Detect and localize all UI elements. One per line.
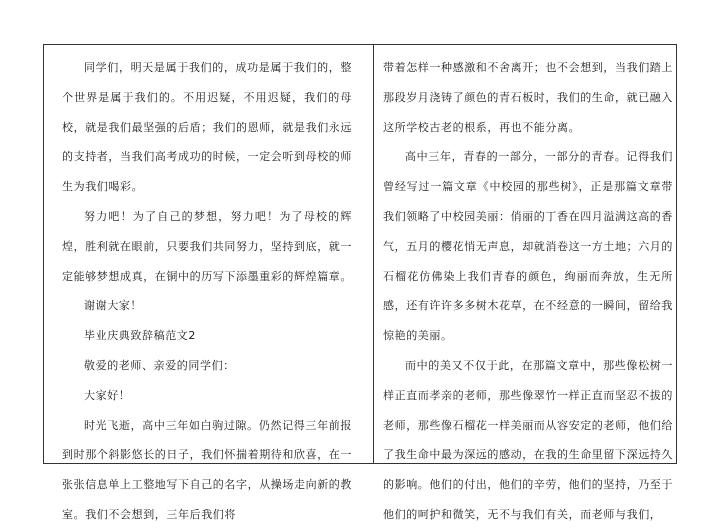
right-column [383,53,673,530]
paragraph: 努力吧！为了自己的梦想，努力吧！为了母校的辉煌，胜利就在眼前，只要我们共同努力，坚持到底，就一定能够梦想成真，在铜中的历写下添墨重彩的辉煌篇章。 [62,209,352,283]
paragraph: 而中的美又不仅于此，在那篇文章中，那些像松树一样正直而孝亲的老师，那些像翠竹一样正直而坚忍不拔的老师，那些像石榴花一样美丽而从容安定的老师，他们给了我生命中最为深远的感动，在我的生命里留下深远持久的影响。他们的付出，他们的辛劳，他们的坚持，乃至于他们的呵护和微笑，无不与我们有关，而老师与我们， [383,358,673,521]
salutation: 敬爱的老师、亲爱的同学们： [84,358,235,372]
paragraph: 时光飞逝，高中三年如白驹过隙。仍然记得三年前报到时那个斜影悠长的日子，我们怀揣着期待和欣喜，在一张张信息单上工整地写下自己的名字，从操场走向新的教室。我们不会想到，三年后我们将 [62,418,352,521]
paragraph: 同学们，明天是属于我们的，成功是属于我们的，整个世界是属于我们的。不用迟疑，不用迟疑，我们的母校，就是我们最坚强的后盾；我们的恩师，就是我们永远的支持者，当我们高考成功的时候，一定会听到母校的师生为我们喝彩。 [62,61,352,194]
paragraph: 高中三年，青春的一部分，一部分的青春。记得我们曾经写过一篇文章《中校园的那些树》，正是那篇文章带我们领略了中校园美丽：俏丽的丁香在四月溢满这高的香气，五月的樱花悄无声息，却就消卷这一方土地；六月的石榴花仿佛染上我们青春的颜色，绚丽而奔放，生无所感，还有许许多多树木花草，在不经意的一瞬间，留给我惊艳的美丽。 [383,150,673,343]
left-column [62,53,352,530]
paragraph-continued: 带着怎样一种感激和不舍离开；也不会想到，当我们踏上那段岁月浇铸了颜色的青石板时，我们的生命，就已融入这所学校古老的根系，再也不能分离。 [383,61,673,134]
greeting: 大家好！ [84,388,131,402]
column-divider [373,44,374,464]
paragraph: 谢谢大家！ [84,299,142,313]
section-heading: 毕业庆典致辞稿范文2 [84,329,196,343]
